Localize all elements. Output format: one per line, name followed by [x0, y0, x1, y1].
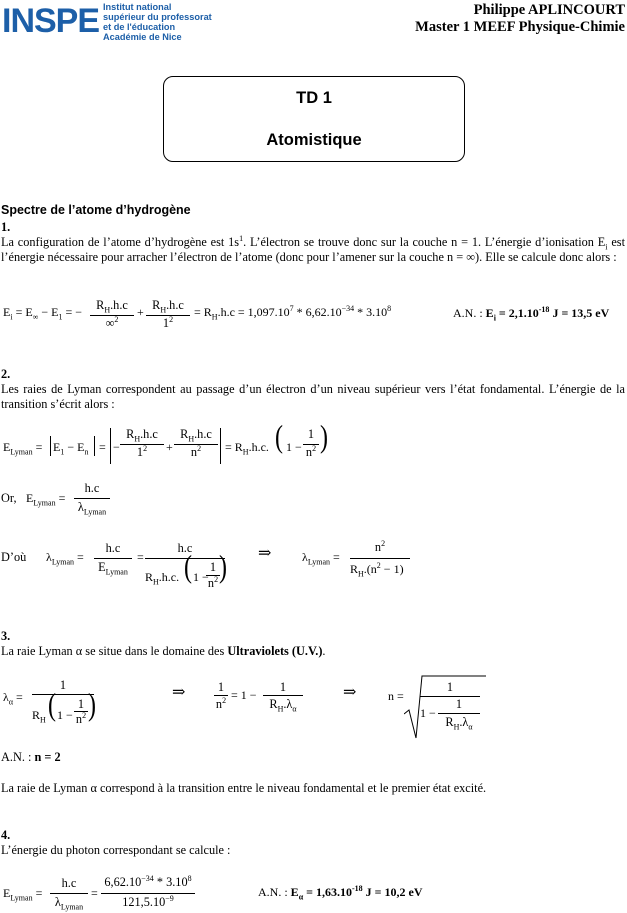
- title-line-1: TD 1: [296, 89, 332, 107]
- section-title: Spectre de l’atome d’hydrogène: [1, 203, 191, 217]
- or-label: Or,: [1, 491, 17, 505]
- implies-icon: ⇒: [343, 684, 357, 701]
- implies-icon: ⇒: [172, 684, 186, 701]
- implies-icon: ⇒: [258, 545, 272, 562]
- question-1-number: 1.: [1, 220, 11, 234]
- question-3-conclusion: La raie de Lyman α correspond à la transition entre le niveau fondamental et le premier état excité.: [1, 781, 487, 795]
- question-3-text: La raie Lyman α se situe dans le domaine des Ultraviolets (U.V.).: [1, 644, 326, 658]
- title-line-2: Atomistique: [266, 131, 362, 149]
- question-3-number: 3.: [1, 629, 11, 643]
- logo-word: INSPE: [2, 2, 100, 40]
- course-name: Master 1 MEEF Physique-Chimie: [415, 19, 625, 35]
- author-name: Philippe APLINCOURT: [473, 2, 625, 18]
- inspe-logo: [2, 2, 232, 42]
- author-block: [415, 2, 625, 36]
- question-1-text: La configuration de l’atome d’hydrogène est $1s^1$. L’électron se trouve donc sur la couche n = 1. L’énergie d’ionisation $E_i$ est l’énergie nécessaire pour arracher l’électron de l’atome (donc pour l’amener sur la couche n = ∞). Elle se calcule donc alors :: [1, 233, 625, 264]
- title-box: [163, 76, 465, 162]
- question-2-text: Les raies de Lyman correspondent au passage d’un électron d’un niveau supérieur vers l’état fondamental. L’énergie de la transition s’écrit alors :: [1, 382, 625, 411]
- question-1-answer: A.N. : $E_i = 2,1.10^{-18}$ J = 13,5 eV: [453, 305, 610, 323]
- question-4-text: L’énergie du photon correspondant se calcule :: [1, 843, 231, 857]
- question-2-number: 2.: [1, 367, 11, 381]
- question-4-number: 4.: [1, 828, 11, 842]
- question-4-answer: A.N. : $E_\alpha = 1,63.10^{-18}$ J = 10,2 eV: [258, 884, 423, 902]
- question-3-answer: A.N. : n = 2: [1, 750, 61, 764]
- logo-text: Institut national supérieur du professorat et de l'éducation Académie de Nice: [103, 2, 212, 42]
- dou-label: D’où: [1, 550, 27, 564]
